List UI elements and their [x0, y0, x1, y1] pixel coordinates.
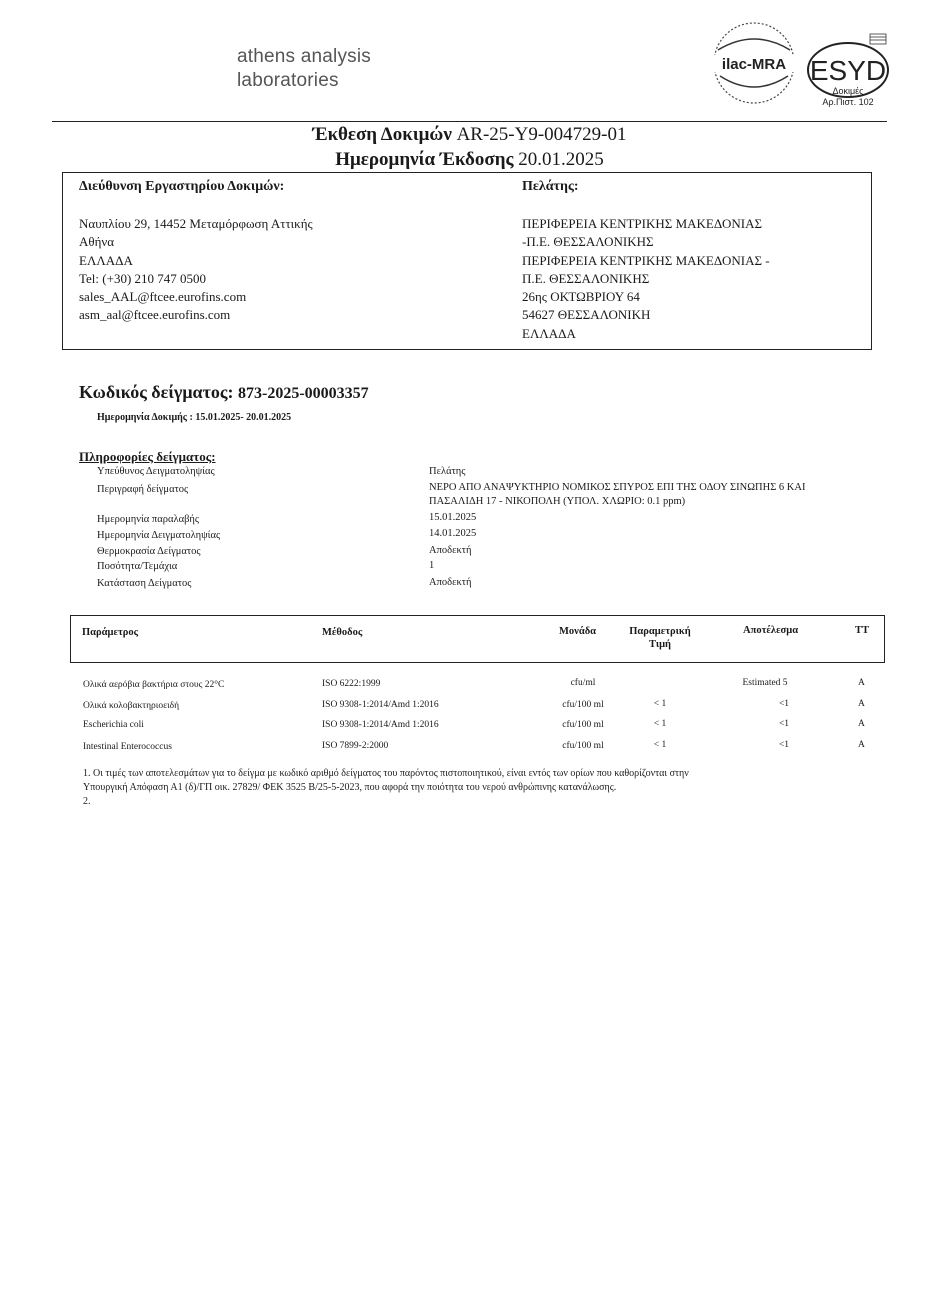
- sample-info-value: Αποδεκτή: [429, 545, 472, 556]
- lab-address-line: ΕΛΛΑΔΑ: [79, 252, 133, 268]
- sample-info-label: Κατάσταση Δείγματος: [97, 578, 192, 589]
- client-address: [522, 215, 770, 343]
- test-dates-label: Ημερομηνία Δοκιμής :: [97, 412, 193, 423]
- col-unit: Μονάδα: [559, 626, 597, 637]
- row-parameter: Ολικά κολοβακτηριοειδή: [83, 701, 180, 711]
- note-1-line-1: 1. Οι τιμές των αποτελεσμάτων για το δείγμα με κωδικό αριθμό δείγματος του παρόντος πιστοποιητικού, είναι εντός των ορίων που καθορίζονται στην: [83, 768, 689, 779]
- client-address-line: -Π.Ε. ΘΕΣΣΑΛΟΝΙΚΗΣ: [522, 234, 654, 250]
- sample-info-label: Ποσότητα/Τεμάχια: [97, 561, 178, 572]
- row-result: Estimated 5: [742, 678, 788, 688]
- row-method: ISO 9308-1:2014/Amd 1:2016: [322, 720, 439, 730]
- sample-info-label: Ημερομηνία παραλαβής: [97, 514, 200, 525]
- row-parametric-value: < 1: [653, 740, 667, 750]
- client-address-line: ΠΕΡΙΦΕΡΕΙΑ ΚΕΝΤΡΙΚΗΣ ΜΑΚΕΔΟΝΙΑΣ -: [522, 252, 770, 268]
- row-tt: A: [858, 740, 865, 750]
- report-title: [0, 123, 939, 147]
- row-result: <1: [778, 719, 790, 729]
- lab-address-line: Αθήνα: [79, 234, 115, 250]
- row-unit: cfu/100 ml: [562, 720, 604, 730]
- row-method: ISO 9308-1:2014/Amd 1:2016: [322, 700, 439, 710]
- sample-info-value: Πελάτης: [429, 466, 466, 477]
- row-tt: A: [858, 719, 865, 729]
- sample-info-label: Περιγραφή δείγματος: [97, 484, 189, 495]
- sample-info-value: 1: [429, 560, 435, 571]
- note-1-line-2: Υπουργική Απόφαση Α1 (δ)/ΓΠ οικ. 27829/ ΦΕΚ 3525 Β/25-5-2023, που αφορά την ποιότητα του νερού ανθρώπινης κατανάλωσης.: [83, 782, 617, 793]
- esyd-caption-line-1: Δοκιμές: [832, 86, 864, 96]
- sample-info-value: ΝΕΡΟ ΑΠΟ ΑΝΑΨΥΚΤΗΡΙΟ ΝΟΜΙΚΟΣ ΣΠΥΡΟΣ ΕΠΙ ΤΗΣ ΟΔΟΥ ΣΙΝΩΠΗΣ 6 ΚΑΙ: [429, 482, 806, 493]
- row-parameter: Intestinal Enterococcus: [83, 742, 172, 752]
- lab-address-heading: Διεύθυνση Εργαστηρίου Δοκιμών:: [79, 179, 285, 194]
- sample-info-value-cont: ΠΑΣΑΛΙΔΗ 17 - ΝΙΚΟΠΟΛΗ (ΥΠΟΛ. ΧΛΩΡΙΟ: 0.1 ppm): [429, 496, 686, 507]
- sample-info-value: Αποδεκτή: [429, 577, 472, 588]
- sample-info-value: 15.01.2025: [429, 512, 477, 523]
- sample-code-value: 873-2025-00003357: [237, 385, 369, 402]
- test-dates-value: 15.01.2025- 20.01.2025: [195, 412, 292, 423]
- test-dates: [97, 411, 291, 424]
- col-parametric-value: [622, 625, 698, 651]
- row-unit: cfu/100 ml: [562, 700, 604, 710]
- issue-date-value: 20.01.2025: [518, 149, 604, 170]
- col-tt: TT: [855, 625, 870, 636]
- issue-date-label: Ημερομηνία Έκδοσης: [335, 149, 514, 170]
- row-parameter: Ολικά αερόβια βακτήρια στους 22°C: [83, 680, 225, 690]
- ilac-mra-logo: [706, 18, 802, 108]
- row-parametric-value: < 1: [653, 719, 667, 729]
- row-tt: A: [858, 699, 865, 709]
- row-tt: A: [858, 678, 865, 688]
- sample-code: [79, 381, 369, 405]
- esyd-caption-line-2: Αρ.Πιστ. 102: [822, 97, 874, 107]
- row-parameter: Escherichia coli: [83, 720, 144, 730]
- row-unit: cfu/ml: [570, 678, 596, 688]
- sample-info-label: Υπεύθυνος Δειγματοληψίας: [97, 466, 215, 477]
- note-2: 2.: [83, 796, 91, 807]
- esyd-caption: [804, 86, 892, 108]
- col-parameter: Παράμετρος: [82, 627, 139, 638]
- sample-code-label: Κωδικός δείγματος:: [79, 382, 234, 402]
- client-address-line: 54627 ΘΕΣΣΑΛΟΝΙΚΗ: [522, 307, 651, 323]
- row-parametric-value: < 1: [653, 699, 667, 709]
- sample-info-heading: Πληροφορίες δείγματος:: [79, 449, 216, 464]
- client-address-line: 26ης ΟΚΤΩΒΡΙΟΥ 64: [522, 289, 640, 305]
- esyd-logo-text: ESYD: [809, 55, 887, 86]
- lab-address: [79, 215, 313, 325]
- report-number: AR-25-Y9-004729-01: [456, 124, 627, 145]
- sample-info-label: Θερμοκρασία Δείγματος: [97, 546, 201, 557]
- report-notes: [83, 767, 853, 809]
- lab-address-line: Ναυπλίου 29, 14452 Μεταμόρφωση Αττικής: [79, 216, 313, 231]
- client-heading: Πελάτης:: [522, 179, 579, 194]
- lab-email-asm: asm_aal@ftcee.eurofins.com: [79, 307, 231, 323]
- client-address-line: ΠΕΡΙΦΕΡΕΙΑ ΚΕΝΤΡΙΚΗΣ ΜΑΚΕΔΟΝΙΑΣ: [522, 216, 763, 231]
- row-method: ISO 6222:1999: [322, 679, 381, 689]
- col-method: Μέθοδος: [322, 627, 363, 638]
- results-table-header: [70, 615, 885, 663]
- col-parametric-value-line1: Παραμετρική: [629, 626, 691, 637]
- sample-info-value: 14.01.2025: [429, 528, 477, 539]
- row-result: <1: [778, 699, 790, 709]
- brand-line-2: laboratories: [237, 70, 339, 91]
- ilac-logo-text: ilac-MRA: [721, 56, 787, 73]
- col-parametric-value-line2: Τιμή: [649, 639, 671, 650]
- sample-info-label: Ημερομηνία Δειγματοληψίας: [97, 530, 221, 541]
- col-result: Αποτέλεσμα: [743, 625, 799, 636]
- client-address-line: ΕΛΛΑΔΑ: [522, 325, 576, 341]
- lab-brand: [237, 45, 371, 93]
- header-divider: [52, 121, 887, 122]
- row-method: ISO 7899-2:2000: [322, 741, 389, 751]
- row-result: <1: [778, 740, 790, 750]
- client-address-line: Π.Ε. ΘΕΣΣΑΛΟΝΙΚΗΣ: [522, 270, 650, 286]
- lab-phone: Tel: (+30) 210 747 0500: [79, 270, 207, 286]
- report-title-label: Έκθεση Δοκιμών: [312, 124, 452, 145]
- issue-date: [0, 148, 939, 172]
- lab-email-sales: sales_AAL@ftcee.eurofins.com: [79, 289, 247, 305]
- brand-line-1: athens analysis: [237, 46, 371, 67]
- row-unit: cfu/100 ml: [562, 741, 604, 751]
